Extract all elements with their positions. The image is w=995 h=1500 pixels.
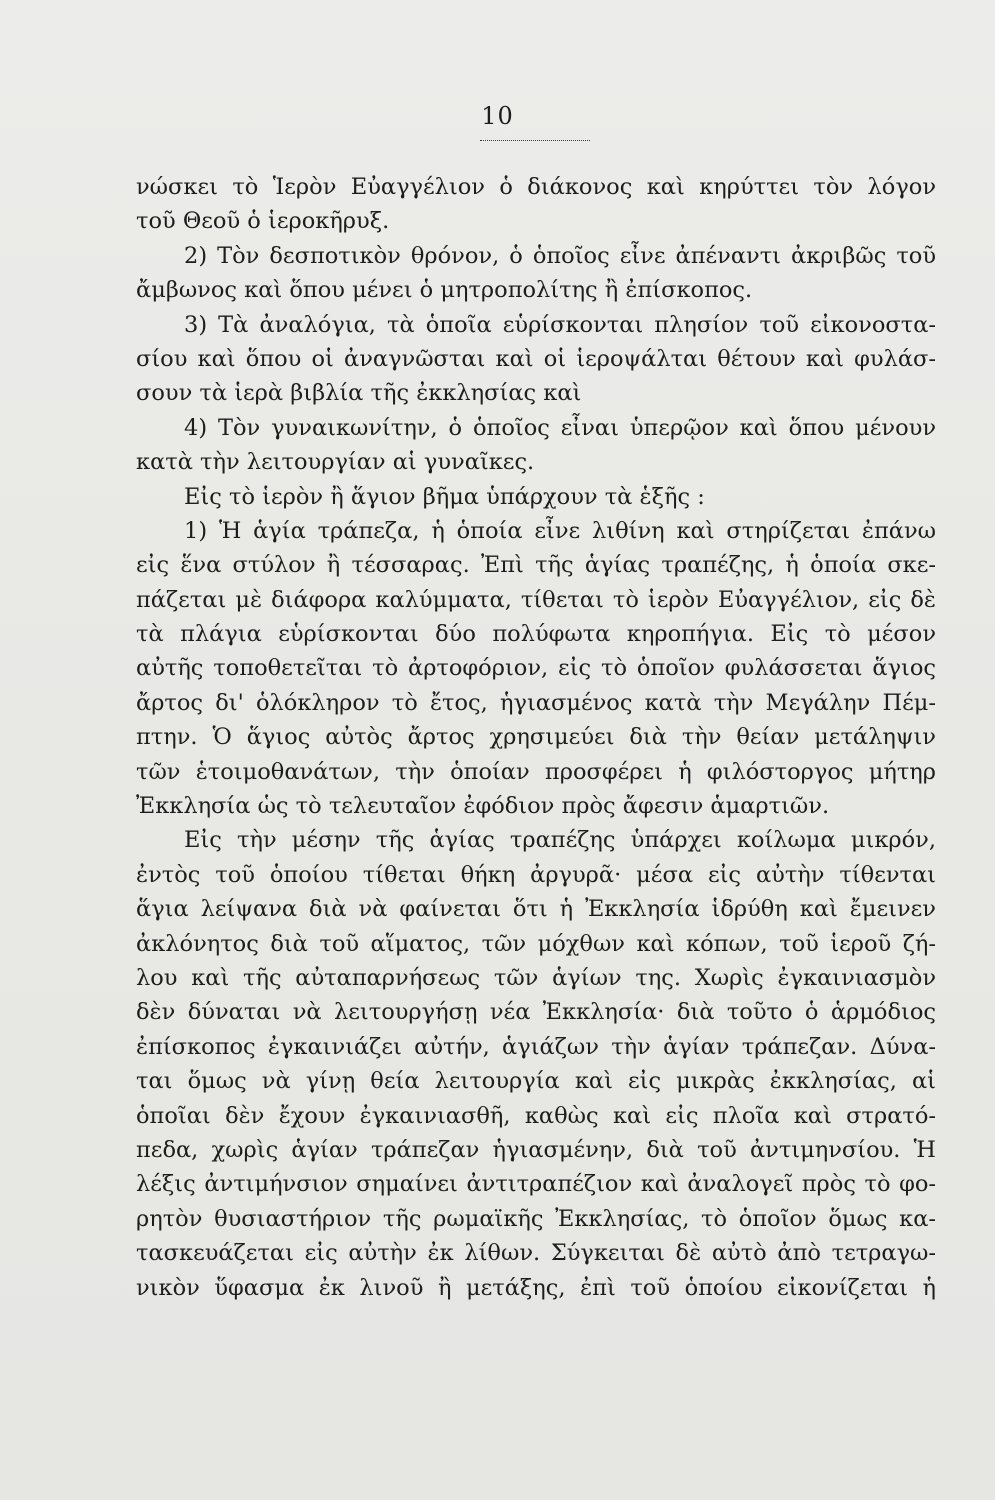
text-line: λέξις ἀντιμήνσιον σημαίνει ἀντιτραπέζιον καὶ ἀναλογεῖ πρὸς τὸ φο- xyxy=(136,1171,936,1198)
text-line: ρητὸν θυσιαστήριον τῆς ρωμαϊκῆς Ἐκκλησίας, τὸ ὁποῖον ὅμως κα- xyxy=(136,1205,936,1232)
text-line: 1) Ἡ ἁγία τράπεζα, ἡ ὁποία εἶνε λιθίνη καὶ στηρίζεται ἐπάνω xyxy=(184,517,936,544)
text-line: Ἐκκλησία ὡς τὸ τελευταῖον ἐφόδιον πρὸς ἄφεσιν ἁμαρτιῶν. xyxy=(136,793,830,820)
text-line: πεδα, χωρὶς ἁγίαν τράπεζαν ἡγιασμένην, διὰ τοῦ ἀντιμηνσίου. Ἡ xyxy=(136,1136,936,1163)
text-line: ἅγια λείψανα διὰ νὰ φαίνεται ὅτι ἡ Ἐκκλησία ἱδρύθη καὶ ἔμεινεν xyxy=(136,896,936,923)
text-line: ὁποῖαι δὲν ἔχουν ἐγκαινιασθῆ, καθὼς καὶ εἰς πλοῖα καὶ στρατό- xyxy=(136,1102,936,1129)
text-line: 2) Τὸν δεσποτικὸν θρόνον, ὁ ὁποῖος εἶνε ἀπέναντι ἀκριβῶς τοῦ xyxy=(184,242,936,269)
text-line: τὰ πλάγια εὑρίσκονται δύο πολύφωτα κηροπήγια. Εἰς τὸ μέσον xyxy=(136,621,936,648)
page-number: 10 xyxy=(481,102,514,130)
text-line: σουν τὰ ἱερὰ βιβλία τῆς ἐκκλησίας καὶ xyxy=(136,380,582,407)
text-line: τοῦ Θεοῦ ὁ ἱεροκῆρυξ. xyxy=(136,208,390,235)
body-text xyxy=(136,170,936,1305)
text-line: Εἰς τὸ ἱερὸν ἢ ἅγιον βῆμα ὑπάρχουν τὰ ἑξῆς : xyxy=(184,483,705,510)
text-line: ἐπίσκοπος ἐγκαινιάζει αὐτήν, ἁγιάζων τὴν ἁγίαν τράπεζαν. Δύνα- xyxy=(136,1033,936,1060)
text-line: τῶν ἑτοιμοθανάτων, τὴν ὁποίαν προσφέρει ἡ φιλόστοργος μήτηρ xyxy=(136,758,936,785)
text-line: ἀκλόνητος διὰ τοῦ αἵματος, τῶν μόχθων καὶ κόπων, τοῦ ἱεροῦ ζή- xyxy=(136,930,936,957)
text-line: κατὰ τὴν λειτουργίαν αἱ γυναῖκες. xyxy=(136,449,535,476)
text-line: λου καὶ τῆς αὐταπαρνήσεως τῶν ἁγίων της. Χωρὶς ἐγκαινιασμὸν xyxy=(136,964,936,991)
text-line: ἄρτος δι' ὁλόκληρον τὸ ἔτος, ἡγιασμένος κατὰ τὴν Μεγάλην Πέμ- xyxy=(136,689,936,716)
text-line: Εἰς τὴν μέσην τῆς ἁγίας τραπέζης ὑπάρχει κοίλωμα μικρόν, xyxy=(184,827,936,854)
text-line: αὐτῆς τοποθετεῖται τὸ ἀρτοφόριον, εἰς τὸ ὁποῖον φυλάσσεται ἅγιος xyxy=(136,655,936,682)
text-line: εἰς ἕνα στύλον ἢ τέσσαρας. Ἐπὶ τῆς ἁγίας τραπέζης, ἡ ὁποία σκε- xyxy=(136,552,936,579)
text-line: ται ὅμως νὰ γίνῃ θεία λειτουργία καὶ εἰς μικρὰς ἐκκλησίας, αἱ xyxy=(136,1068,936,1095)
text-line: 4) Τὸν γυναικωνίτην, ὁ ὁποῖος εἶναι ὑπερῷον καὶ ὅπου μένουν xyxy=(184,414,936,441)
text-line: πάζεται μὲ διάφορα καλύμματα, τίθεται τὸ ἱερὸν Εὐαγγέλιον, εἰς δὲ xyxy=(136,586,936,613)
text-line: πτην. Ὁ ἅγιος αὐτὸς ἄρτος χρησιμεύει διὰ τὴν θείαν μετάληψιν xyxy=(136,724,936,751)
text-line: νώσκει τὸ Ἱερὸν Εὐαγγέλιον ὁ διάκονος καὶ κηρύττει τὸν λόγον xyxy=(136,174,936,200)
text-line: σίου καὶ ὅπου οἱ ἀναγνῶσται καὶ οἱ ἱεροψάλται θέτουν καὶ φυλάσ- xyxy=(136,345,936,372)
text-line: ἐντὸς τοῦ ὁποίου τίθεται θήκη ἀργυρᾶ· μέσα εἰς αὐτὴν τίθενται xyxy=(136,861,936,888)
text-line: 3) Τὰ ἀναλόγια, τὰ ὁποῖα εὑρίσκονται πλησίον τοῦ εἰκονοστα- xyxy=(184,311,936,338)
text-line: δὲν δύναται νὰ λειτουργήσῃ νέα Ἐκκλησία· διὰ τοῦτο ὁ ἁρμόδιος xyxy=(136,999,936,1026)
text-line: ἄμβωνος καὶ ὅπου μένει ὁ μητροπολίτης ἢ ἐπίσκοπος. xyxy=(136,277,753,304)
text-line: τασκευάζεται εἰς αὐτὴν ἐκ λίθων. Σύγκειται δὲ αὐτὸ ἀπὸ τετραγω- xyxy=(136,1240,936,1267)
text-line: νικὸν ὕφασμα ἐκ λινοῦ ἢ μετάξης, ἐπὶ τοῦ ὁποίου εἰκονίζεται ἡ xyxy=(136,1274,936,1301)
page-number-rule xyxy=(480,140,590,141)
